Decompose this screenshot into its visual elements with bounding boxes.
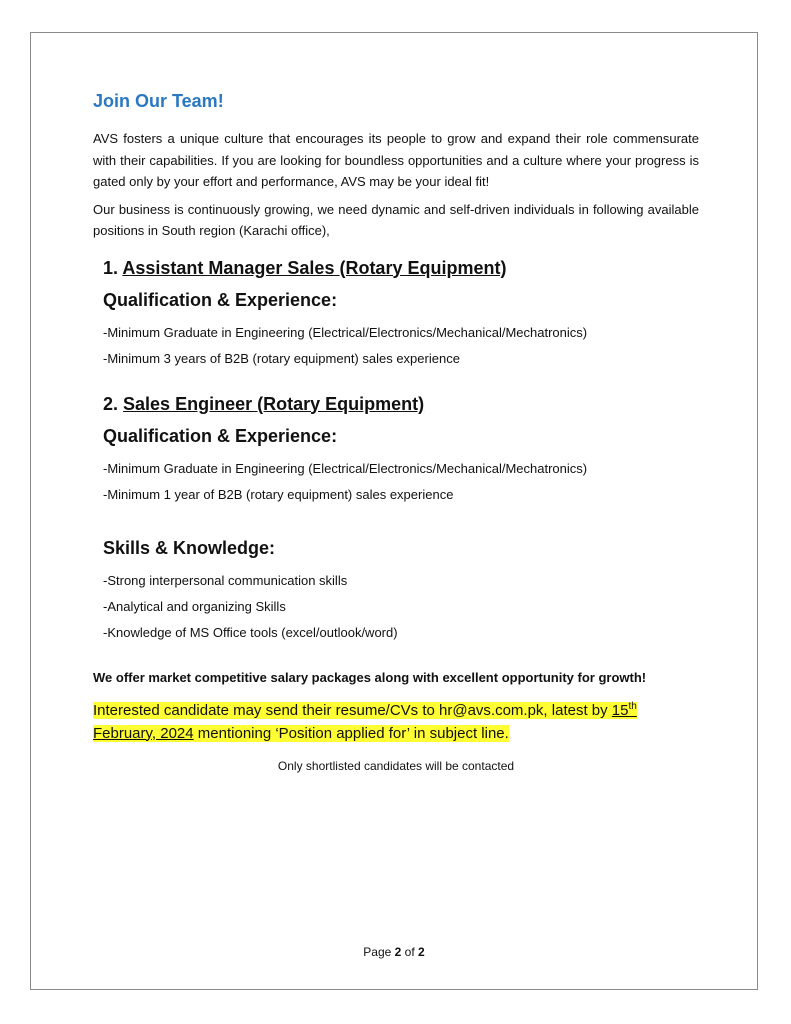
footer-total-pages: 2: [418, 945, 425, 959]
page-title: Join Our Team!: [93, 91, 224, 111]
position-1-item: -Minimum Graduate in Engineering (Electrical/Electronics/Mechanical/Mechatronics): [103, 324, 588, 340]
deadline-date: [612, 702, 637, 719]
intro-paragraph-2: Our business is continuously growing, we need dynamic and self-driven individuals in following available positions in South region (Karachi office),: [93, 201, 699, 238]
position-1-number: 1.: [103, 257, 119, 278]
position-1-heading: [103, 256, 699, 280]
position-2-heading: [103, 392, 699, 416]
position-1-qualification-heading: Qualification & Experience:: [103, 289, 338, 310]
skills-item: -Analytical and organizing Skills: [103, 598, 286, 614]
deadline-day-suffix: th: [628, 700, 637, 712]
position-1-title: Assistant Manager Sales (Rotary Equipment): [122, 257, 507, 278]
position-2-item: -Minimum 1 year of B2B (rotary equipment) sales experience: [103, 486, 454, 502]
footer-current-page: 2: [394, 945, 402, 959]
position-2-qualification-heading: Qualification & Experience:: [103, 425, 338, 446]
highlighted-instructions: [93, 702, 637, 742]
position-1-item: -Minimum 3 years of B2B (rotary equipment) sales experience: [103, 350, 460, 366]
position-2-title: Sales Engineer (Rotary Equipment): [123, 393, 425, 414]
page-footer: [31, 945, 757, 959]
skills-item: -Knowledge of MS Office tools (excel/outlook/word): [103, 624, 398, 640]
document-page: [30, 32, 758, 990]
shortlist-note: Only shortlisted candidates will be contacted: [277, 758, 515, 773]
offer-statement: We offer market competitive salary packages along with excellent opportunity for growth!: [93, 669, 647, 685]
footer-page-word: Page: [363, 945, 392, 959]
deadline-day: 15: [611, 701, 629, 719]
position-2-number: 2.: [103, 393, 119, 414]
skills-item: -Strong interpersonal communication skills: [103, 572, 348, 588]
instructions-part-2: mentioning ‘Position applied for’ in subject line.: [193, 724, 509, 742]
skills-heading: Skills & Knowledge:: [103, 537, 276, 558]
document-content: [93, 91, 699, 773]
position-2-item: -Minimum Graduate in Engineering (Electrical/Electronics/Mechanical/Mechatronics): [103, 460, 588, 476]
deadline-month-year: February, 2024: [93, 724, 194, 742]
footer-of-word: of: [404, 945, 415, 959]
application-instructions: [93, 699, 699, 745]
instructions-part-1: Interested candidate may send their resume/CVs to hr@avs.com.pk, latest by: [93, 701, 612, 719]
intro-paragraph-1: AVS fosters a unique culture that encourages its people to grow and expand their role commensurate with their capabilities. If you are looking for boundless opportunities and a culture where your progress is gated only by your effort and performance, AVS may be your ideal fit!: [93, 131, 699, 189]
